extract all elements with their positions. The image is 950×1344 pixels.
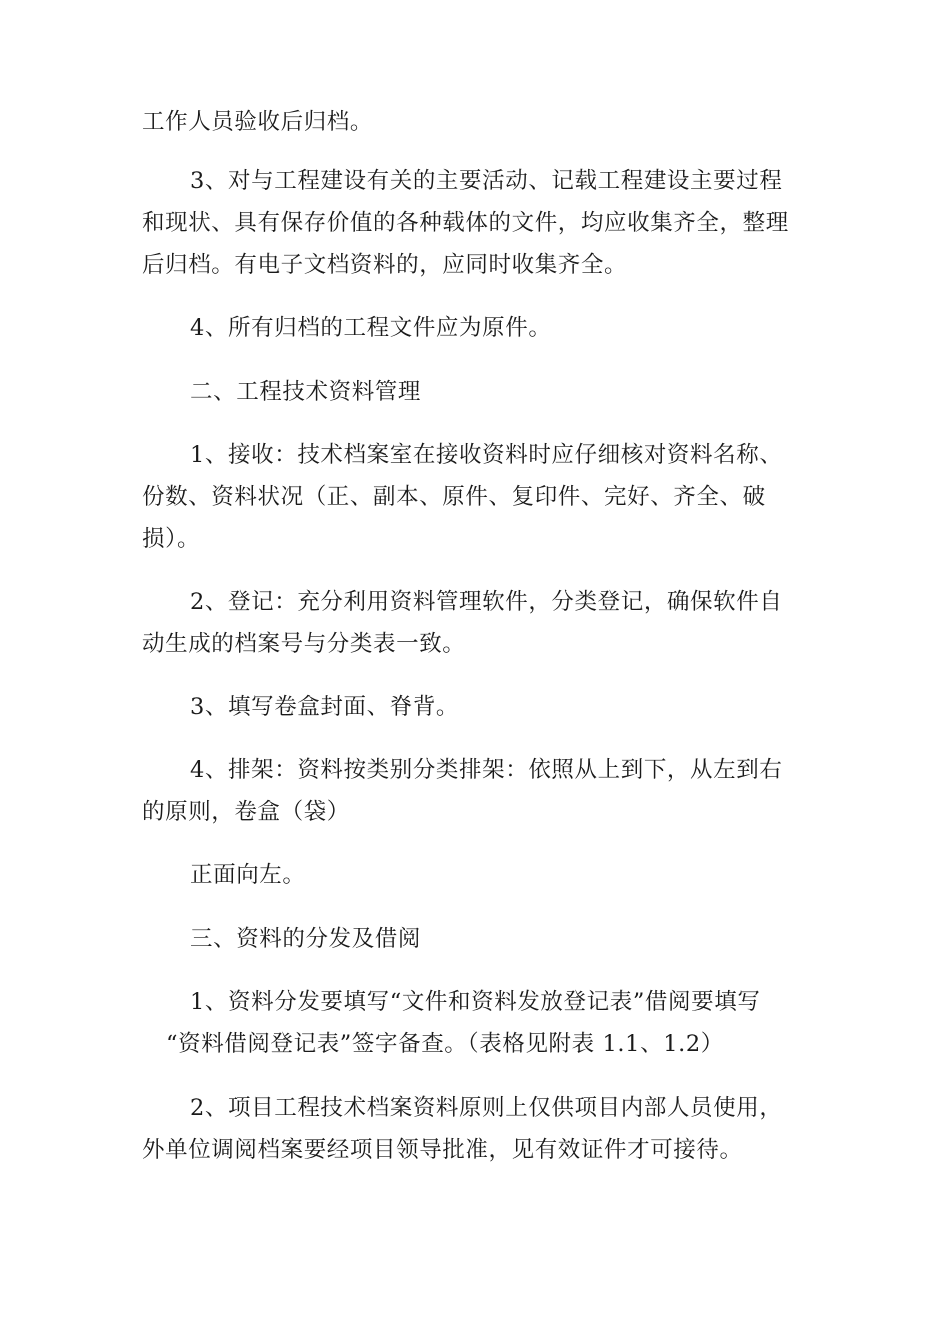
text-line: 损）。 xyxy=(142,526,201,552)
section-heading: 三、资料的分发及借阅 xyxy=(190,926,422,952)
text-line: 1、接收：技术档案室在接收资料时应仔细核对资料名称、 xyxy=(190,442,783,468)
text-line: 1、资料分发要填写“文件和资料发放登记表”借阅要填写 xyxy=(190,989,761,1015)
text-line: “资料借阅登记表”签字备查。（表格见附表 1.1、1.2） xyxy=(166,1031,724,1057)
text-line: 3、填写卷盒封面、脊背。 xyxy=(190,694,460,720)
section-heading: 二、工程技术资料管理 xyxy=(190,379,422,405)
text-line: 份数、资料状况（正、副本、原件、复印件、完好、齐全、破 xyxy=(142,484,766,510)
text-line: 2、项目工程技术档案资料原则上仅供项目内部人员使用， xyxy=(190,1095,783,1121)
text-line: 动生成的档案号与分类表一致。 xyxy=(142,631,466,657)
text-line: 4、所有归档的工程文件应为原件。 xyxy=(190,315,552,341)
text-line: 3、对与工程建设有关的主要活动、记载工程建设主要过程 xyxy=(190,168,783,194)
text-line: 外单位调阅档案要经项目领导批准，见有效证件才可接待。 xyxy=(142,1137,743,1163)
text-line: 4、排架：资料按类别分类排架：依照从上到下，从左到右 xyxy=(190,757,783,783)
text-line: 2、登记：充分利用资料管理软件，分类登记，确保软件自 xyxy=(190,589,783,615)
text-line: 后归档。有电子文档资料的，应同时收集齐全。 xyxy=(142,252,628,278)
text-line: 工作人员验收后归档。 xyxy=(142,109,374,135)
text-line: 的原则，卷盒（袋） xyxy=(142,799,350,825)
text-line: 正面向左。 xyxy=(190,862,306,888)
text-line: 和现状、具有保存价值的各种载体的文件，均应收集齐全，整理 xyxy=(142,210,789,236)
